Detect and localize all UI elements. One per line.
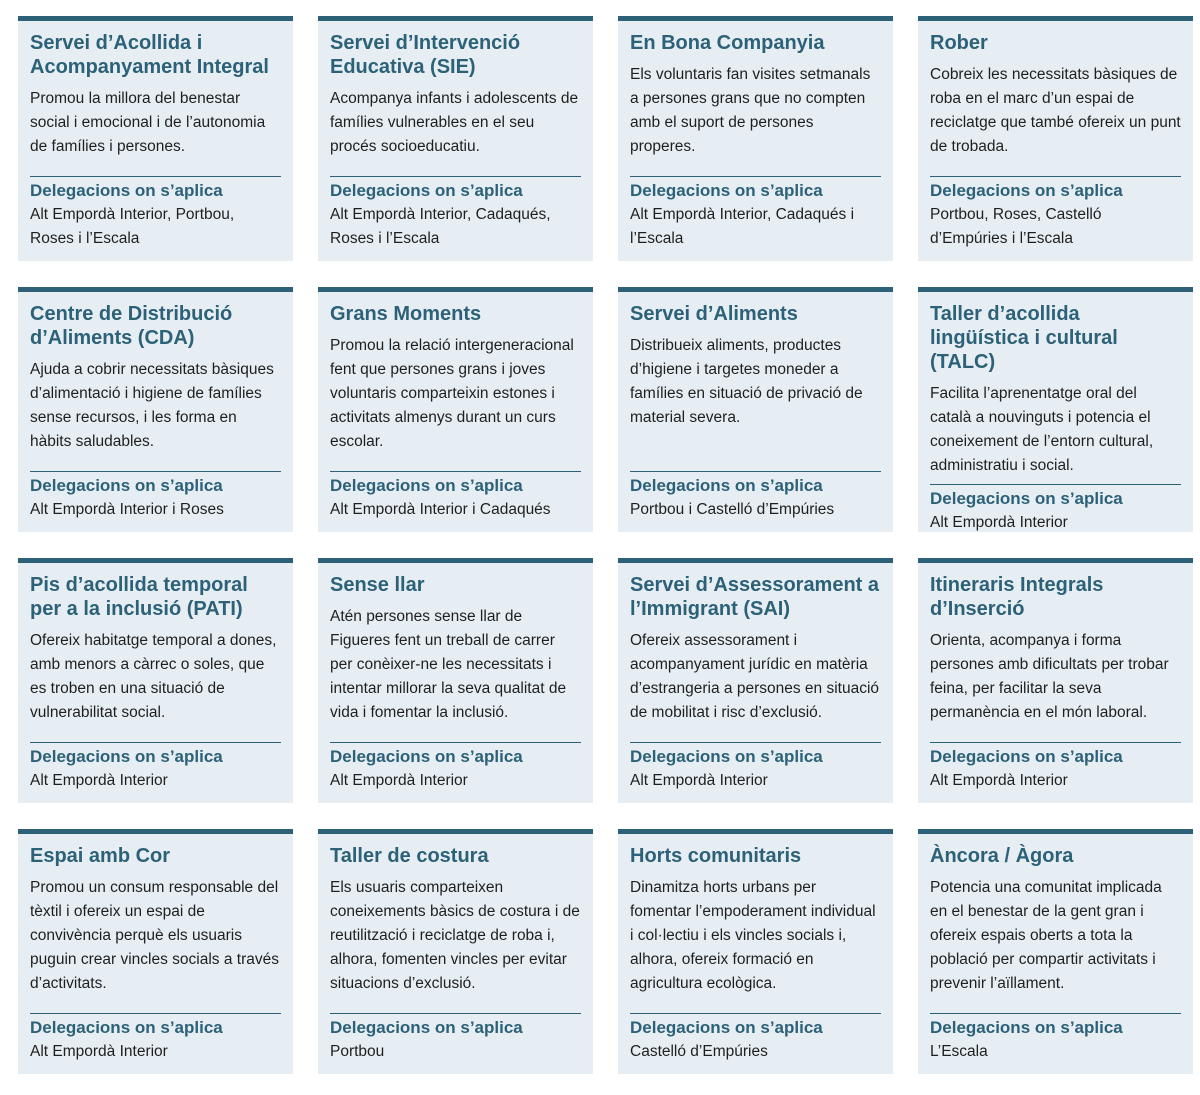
card-description: Cobreix les necessitats bàsiques de roba en el marc d’un espai de reciclatge que també ofereix un punt de trobada. xyxy=(930,66,1181,155)
program-card xyxy=(318,16,593,261)
delegations-value: Portbou xyxy=(330,1043,385,1060)
program-card xyxy=(618,829,893,1074)
card-footer xyxy=(630,742,881,793)
delegations-label: Delegacions on s’aplica xyxy=(30,747,223,766)
card-title: Sense llar xyxy=(330,574,425,596)
delegations-label: Delegacions on s’aplica xyxy=(30,1018,223,1037)
card-description: Facilita l’aprenentatge oral del català a nouvinguts i potencia el coneixement de l’entorn cultural, administratiu i social. xyxy=(930,385,1154,474)
delegations-value: Portbou i Castelló d’Empúries xyxy=(630,501,835,518)
card-description: Els voluntaris fan visites setmanals a persones grans que no compten amb el suport de persones properes. xyxy=(630,66,871,155)
delegations-value: Alt Empordà Interior, Portbou, Roses i l’Escala xyxy=(30,206,235,247)
delegations-label: Delegacions on s’aplica xyxy=(930,181,1123,200)
card-footer xyxy=(630,176,881,251)
program-card xyxy=(618,16,893,261)
card-title: Pis d’acollida temporal per a la inclusió (PATI) xyxy=(30,574,248,620)
delegations-value: Alt Empordà Interior xyxy=(630,772,768,789)
card-footer xyxy=(630,1013,881,1064)
program-card xyxy=(18,829,293,1074)
card-title: Servei d’Aliments xyxy=(630,303,798,325)
card-footer xyxy=(930,176,1181,251)
delegations-value: Alt Empordà Interior xyxy=(330,772,468,789)
card-title: Àncora / Àgora xyxy=(930,845,1074,867)
delegations-label: Delegacions on s’aplica xyxy=(30,181,223,200)
card-description: Atén persones sense llar de Figueres fent un treball de carrer per conèixer-ne les necessitats i intentar millorar la seva qualitat de vida i fomentar la inclusió. xyxy=(330,608,567,721)
delegations-value: Alt Empordà Interior i Cadaqués xyxy=(330,501,551,518)
card-title: Grans Moments xyxy=(330,303,482,325)
program-card xyxy=(18,16,293,261)
card-title: Servei d’Intervenció Educativa (SIE) xyxy=(330,32,521,78)
card-title: En Bona Companyia xyxy=(630,32,825,54)
card-description: Dinamitza horts urbans per fomentar l’empoderament individual i col·lectiu i els vincles socials i, alhora, ofereix formació en agricultura ecològica. xyxy=(630,879,876,992)
card-description: Promou un consum responsable del tèxtil i ofereix un espai de convivència perquè els usuaris puguin crear vincles socials a través d’activitats. xyxy=(30,879,279,992)
card-description: Ajuda a cobrir necessitats bàsiques d’alimentació i higiene de famílies sense recursos, i les forma en hàbits saludables. xyxy=(30,361,274,450)
delegations-value: Alt Empordà Interior, Cadaqués i l’Escala xyxy=(630,206,855,247)
card-description: Els usuaris comparteixen coneixements bàsics de costura i de reutilització i reciclatge de roba i, alhora, fomenten vincles per evitar situacions d’exclusió. xyxy=(330,879,580,992)
delegations-label: Delegacions on s’aplica xyxy=(330,1018,523,1037)
program-card xyxy=(18,287,293,532)
card-description: Promou la millora del benestar social i emocional i de l’autonomia de famílies i persones. xyxy=(30,90,266,155)
card-description: Acompanya infants i adolescents de famílies vulnerables en el seu procés socioeducatiu. xyxy=(330,90,579,155)
card-description: Orienta, acompanya i forma persones amb dificultats per trobar feina, per facilitar la seva permanència en el món laboral. xyxy=(930,632,1169,721)
delegations-value: Alt Empordà Interior xyxy=(930,772,1068,789)
delegations-label: Delegacions on s’aplica xyxy=(330,747,523,766)
delegations-value: Alt Empordà Interior i Roses xyxy=(30,501,224,518)
delegations-value: Portbou, Roses, Castelló d’Empúries i l’Escala xyxy=(930,206,1102,247)
delegations-value: L’Escala xyxy=(930,1043,988,1060)
delegations-label: Delegacions on s’aplica xyxy=(330,476,523,495)
card-footer xyxy=(30,1013,281,1064)
card-title: Rober xyxy=(930,32,988,54)
card-footer xyxy=(930,742,1181,793)
program-card xyxy=(918,558,1193,803)
program-card xyxy=(318,287,593,532)
card-title: Espai amb Cor xyxy=(30,845,171,867)
card-footer xyxy=(930,484,1181,532)
card-title: Horts comunitaris xyxy=(630,845,802,867)
card-title: Taller d’acollida lingüística i cultural (TALC) xyxy=(930,303,1118,373)
program-card xyxy=(618,558,893,803)
card-description: Potencia una comunitat implicada en el benestar de la gent gran i ofereix espais oberts a tota la població per compartir activitats i prevenir l’aïllament. xyxy=(930,879,1162,992)
program-card xyxy=(918,287,1193,532)
card-description: Ofereix assessorament i acompanyament jurídic en matèria d’estrangeria a persones en situació de mobilitat i risc d’exclusió. xyxy=(630,632,880,721)
card-footer xyxy=(330,742,581,793)
card-title: Taller de costura xyxy=(330,845,489,867)
card-footer xyxy=(330,471,581,522)
delegations-label: Delegacions on s’aplica xyxy=(30,476,223,495)
card-footer xyxy=(330,176,581,251)
card-title: Centre de Distribució d’Aliments (CDA) xyxy=(30,303,233,349)
delegations-label: Delegacions on s’aplica xyxy=(930,1018,1123,1037)
delegations-label: Delegacions on s’aplica xyxy=(630,747,823,766)
program-grid xyxy=(18,16,1193,1074)
delegations-label: Delegacions on s’aplica xyxy=(930,747,1123,766)
program-card xyxy=(918,16,1193,261)
card-footer xyxy=(30,471,281,522)
delegations-value: Alt Empordà Interior xyxy=(30,1043,168,1060)
delegations-label: Delegacions on s’aplica xyxy=(630,476,823,495)
card-description: Promou la relació intergeneracional fent que persones grans i joves voluntaris comparteixin estones i activitats almenys durant un curs escolar. xyxy=(330,337,574,450)
card-title: Servei d’Acollida i Acompanyament Integral xyxy=(30,32,269,78)
card-footer xyxy=(330,1013,581,1064)
delegations-value: Castelló d’Empúries xyxy=(630,1043,768,1060)
program-card xyxy=(318,829,593,1074)
delegations-value: Alt Empordà Interior xyxy=(930,514,1068,531)
program-card xyxy=(318,558,593,803)
delegations-label: Delegacions on s’aplica xyxy=(930,489,1123,508)
delegations-value: Alt Empordà Interior, Cadaqués, Roses i l’Escala xyxy=(330,206,551,247)
card-footer xyxy=(930,1013,1181,1064)
delegations-label: Delegacions on s’aplica xyxy=(630,1018,823,1037)
card-title: Servei d’Assessorament a l’Immigrant (SAI) xyxy=(630,574,880,620)
delegations-label: Delegacions on s’aplica xyxy=(630,181,823,200)
card-footer xyxy=(630,471,881,522)
card-description: Ofereix habitatge temporal a dones, amb menors a càrrec o soles, que es troben en una situació de vulnerabilitat social. xyxy=(30,632,277,721)
program-card xyxy=(18,558,293,803)
program-card xyxy=(918,829,1193,1074)
card-title: Itineraris Integrals d’Inserció xyxy=(930,574,1104,620)
card-footer xyxy=(30,742,281,793)
delegations-label: Delegacions on s’aplica xyxy=(330,181,523,200)
card-footer xyxy=(30,176,281,251)
card-description: Distribueix aliments, productes d’higiene i targetes moneder a famílies en situació de privació de material severa. xyxy=(630,337,863,426)
delegations-value: Alt Empordà Interior xyxy=(30,772,168,789)
program-card xyxy=(618,287,893,532)
